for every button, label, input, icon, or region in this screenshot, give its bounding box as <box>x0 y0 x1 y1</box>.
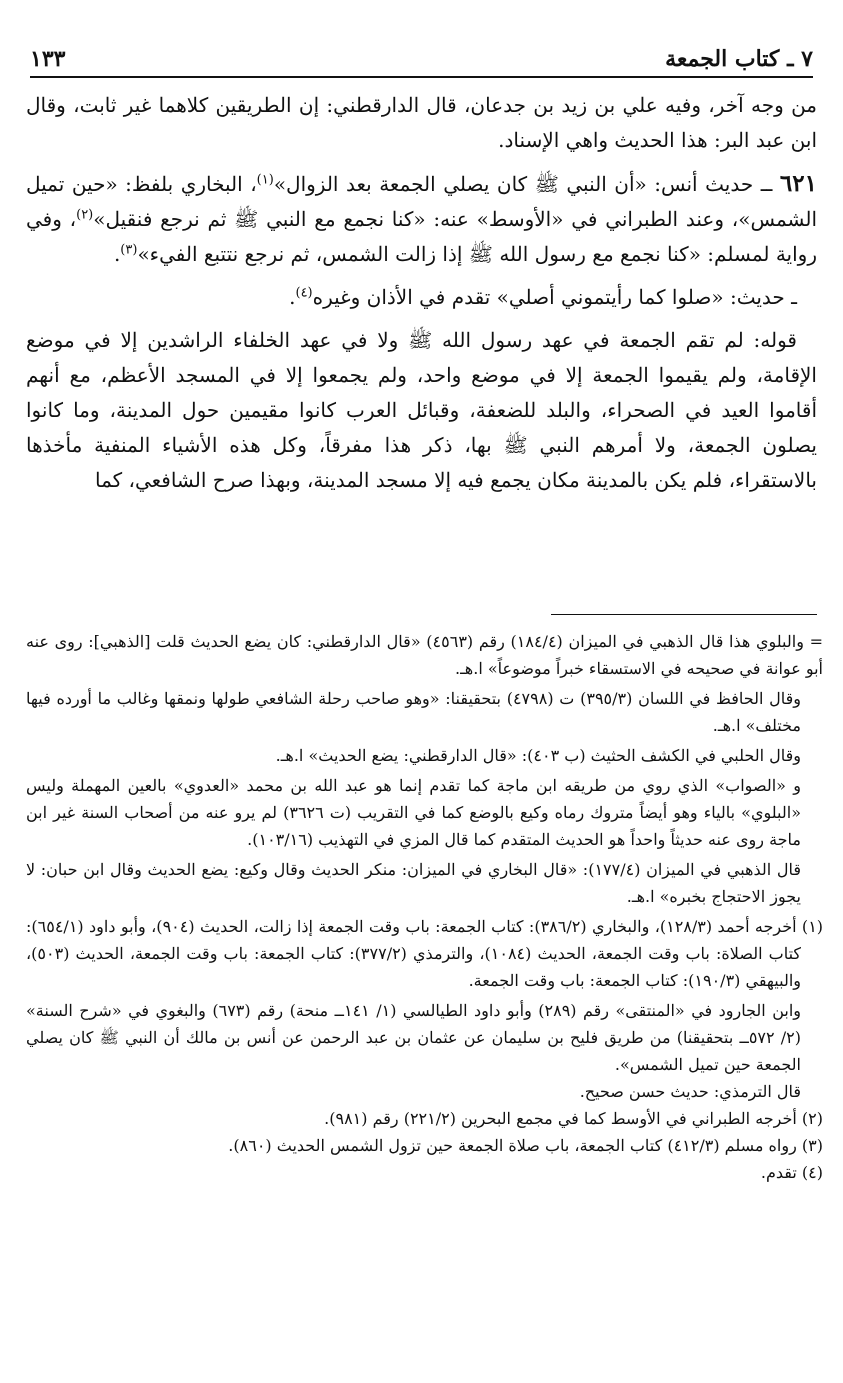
commentary-paragraph: قوله: لم تقم الجمعة في عهد رسول الله ﷺ ولا في عهد الخلفاء الراشدين إلا في موضع الإقامة، ولم يقيموا الجمعة إلا في موضع واحد، ولم يجمعوا إلا في المسجد الأعظم، مع أنهم أقاموا العيد في الصحراء، والبلد للضعفة، وقبائل العرب كانوا مقيمين حول المدينة، وما كانوا يصلون الجمعة، ولا أمرهم النبي ﷺ بها، ذكر هذا مفرقاً، وكل هذه الأشياء المنفية مأخذها بالاستقراء، فلم يكن بالمدينة مكان يجمع فيه إلا مسجد المدينة، وبهذا صرح الشافعي، كما <box>26 328 817 492</box>
footnote-separator <box>551 614 817 615</box>
footnote-subparagraph: وقال الحلبي في الكشف الحثيث (ب ٤٠٣): «قال الدارقطني: يضع الحديث» ا.هـ. <box>275 746 801 765</box>
main-text <box>26 88 817 498</box>
footnote-ref: (٤) <box>295 285 313 301</box>
page-number: ١٣٣ <box>30 46 66 72</box>
hadith-text: ـ حديث: «صلوا كما رأيتموني أصلي» تقدم في الأذان وغيره <box>312 285 797 309</box>
footnote-ref: (٣) <box>120 242 138 258</box>
footnote-subparagraph: قال الذهبي في الميزان (١٧٧/٤): «قال البخاري في الميزان: منكر الحديث وقال وكيع: يضع الحديث وقال ابن حبان: لا يجوز الاحتجاج بخبره» ا.هـ. <box>26 860 801 906</box>
hadith-text: ــ حديث أنس: «أن النبي ﷺ كان يصلي الجمعة بعد الزوال» <box>273 172 780 196</box>
footnote-3: (٣) رواه مسلم (٤١٢/٣) كتاب الجمعة، باب صلاة الجمعة حين تزول الشمس الحديث (٨٦٠). <box>228 1136 823 1155</box>
running-title: ٧ ـ كتاب الجمعة <box>665 46 813 72</box>
footnote-2: (٢) أخرجه الطبراني في الأوسط كما في مجمع البحرين (٢٢١/٢) رقم (٩٨١). <box>324 1109 823 1128</box>
hadith-621-paragraph <box>26 166 817 272</box>
footnote-continuation: = والبلوي هذا قال الذهبي في الميزان (١٨٤/٤) رقم (٤٥٦٣) «قال الدارقطني: كان يضع الحديث قلت [الذهبي]: روى عنه أبو عوانة في صحيحه في الاستسقاء خبراً موضوعاً» ا.هـ. <box>26 632 823 678</box>
footnote-subparagraph: و «الصواب» الذي روي من طريقه ابن ماجة كما تقدم إنما هو عبد الله بن محمد «العدوي» بالعين المهملة وليس «البلوي» بالياء وهو أيضاً متروك رماه وكيع بالوضع كما في التقريب (ت ٣٦٢٦) لم يرو عنه من أصحاب السنة غير ابن ماجة روى عنه حديثاً واحداً هو الحديث المتقدم كما قال المزي في التهذيب (١٠٣/١٦). <box>26 776 801 849</box>
hadith-number: ٦٢١ <box>779 170 817 197</box>
hadith-text: ، البخاري بلفظ: «حين تميل الشمس»، وعند الطبراني في «الأوسط» عنه: «كنا نجمع مع النبي ﷺ ثم نرجع فنقيل» <box>26 172 818 231</box>
footnote-subparagraph: وقال الحافظ في اللسان (٣٩٥/٣) ت (٤٧٩٨) بتحقيقنا: «وهو صاحب رحلة الشافعي طولها ونمقها وغالب ما أورده فيها مختلف» ا.هـ. <box>26 689 801 735</box>
hadith-text: . <box>289 285 296 309</box>
hadith-text: ، وفي رواية لمسلم: «كنا نجمع مع رسول الله ﷺ إذا زالت الشمس، ثم نرجع نتتبع الفيء» <box>26 207 817 266</box>
footnotes <box>26 628 823 1186</box>
footnote-subparagraph: وابن الجارود في «المنتقى» رقم (٢٨٩) وأبو داود الطيالسي (١/ ١٤١ــ منحة) رقم (٦٧٣) والبغوي في «شرح السنة» (٢/ ٥٧٢ــ بتحقيقنا) من طريق فليح بن سليمان عن عثمان بن عبد الرحمن عن أنس بن مالك أن النبي ﷺ كان يصلي الجمعة حين تميل الشمس». <box>26 1001 802 1074</box>
footnote-ref: (١) <box>256 172 274 188</box>
footnote-ref: (٢) <box>76 207 94 223</box>
footnote-subparagraph: قال الترمذي: حديث حسن صحيح. <box>579 1082 801 1101</box>
paragraph-continuation: من وجه آخر، وفيه علي بن زيد بن جدعان، قال الدارقطني: إن الطريقين كلاهما غير ثابت، وقال ابن عبد البر: هذا الحديث واهي الإسناد. <box>26 93 817 152</box>
footnote-4: (٤) تقدم. <box>760 1163 823 1182</box>
hadith-text: . <box>113 242 121 266</box>
page-header <box>30 32 813 78</box>
hadith-paragraph <box>26 280 817 315</box>
footnote-1: (١) أخرجه أحمد (١٢٨/٣)، والبخاري (٣٨٦/٢): كتاب الجمعة: باب وقت الجمعة إذا زالت، الحديث (٩٠٤)، وأبو داود (٦٥٤/١): كتاب الصلاة: باب وقت الجمعة، الحديث (١٠٨٤)، والترمذي (٣٧٧/٢): كتاب الجمعة: باب وقت الجمعة، الحديث (٥٠٣)، والبيهقي (١٩٠/٣): كتاب الجمعة: باب وقت الجمعة. <box>26 917 824 990</box>
